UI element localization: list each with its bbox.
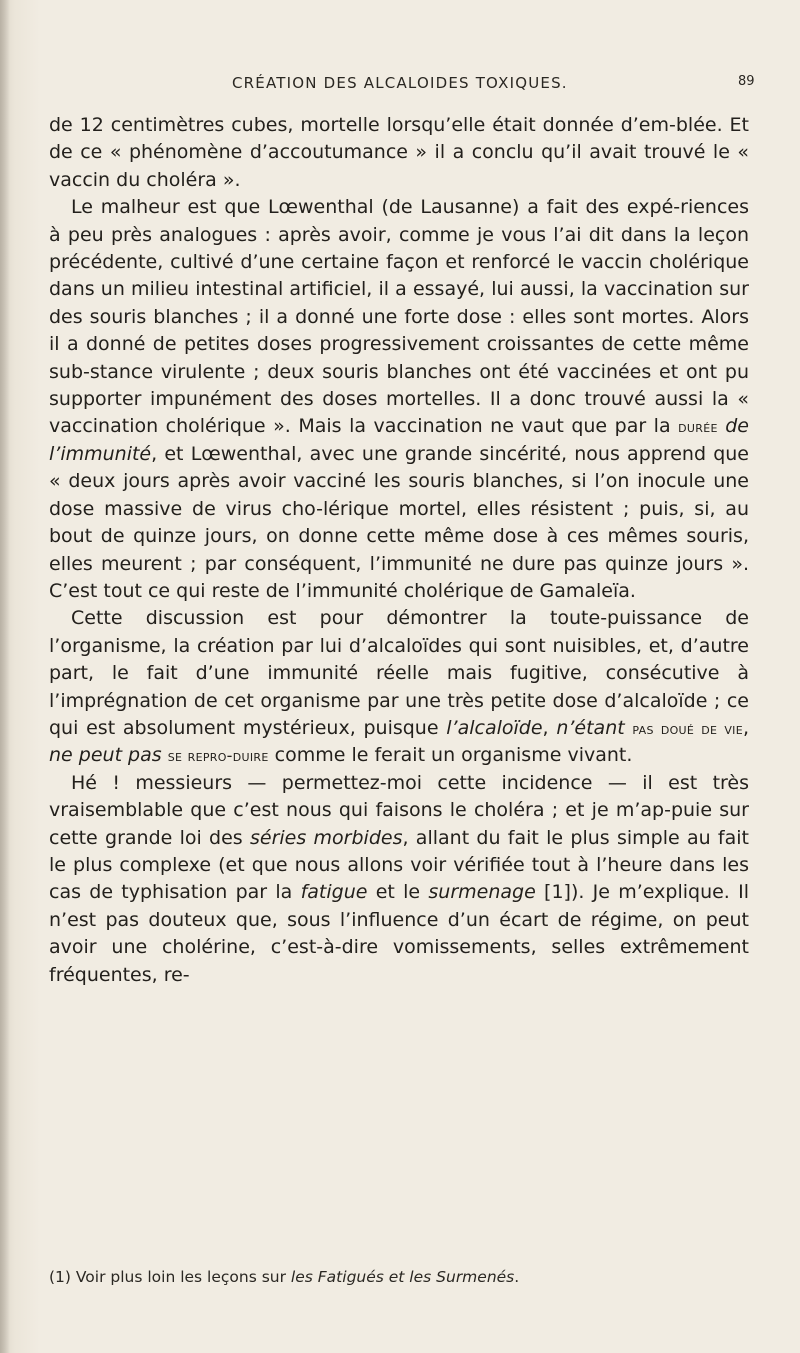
text-run: de 12 centimètres cubes, mortelle lorsqu’elle était donnée d’em-blée. Et de ce « phénomène d’accoutumance » il a conclu qu’il avait trouvé le « vaccin du choléra ». — [49, 114, 749, 191]
paragraph-1 — [49, 112, 749, 194]
italic-text: ne peut pas — [49, 744, 162, 767]
italic-text: surmenage — [428, 881, 536, 904]
italic-text: fatigue — [300, 881, 368, 904]
text-run: et le — [367, 881, 429, 904]
italic-text: les Fatigués et les Surmenés — [290, 1268, 515, 1286]
text-run: Cette discussion est pour démontrer la toute-puissance de l’organisme, la création par lui d’alcaloïdes qui sont nuisibles, et, d’autre part, le fait d’une immunité réelle mais fugitive, consécutive à l’imprégnation de cet organisme par une très petite dose d’alcaloïde ; ce qui est absolument mystérieux, puisque — [49, 607, 749, 739]
paragraph-4 — [49, 770, 749, 989]
body-text — [49, 112, 749, 989]
text-run: , allant du fait le plus simple au fait le plus complexe (et que nous allons voir vérifiée tout à l’heure dans les cas de typhisation par la — [49, 826, 749, 904]
running-title: CRÉATION DES ALCALOIDES TOXIQUES. — [232, 74, 568, 92]
text-run: comme le ferait un organisme vivant. — [268, 744, 633, 767]
text-run: [1]). Je m’explique. Il n’est pas douteux que, sous l’influence d’un écart de régime, on peut avoir une cholérine, c’est-à-dire vomissements, selles extrêmement fréquentes, re- — [49, 881, 750, 986]
text-run: Hé ! messieurs — permettez-moi cette incidence — il est très vraisemblable que c’est nous qui faisons le choléra ; et je m’ap-puie sur cette grande loi des — [49, 771, 749, 849]
text-run: , — [742, 716, 750, 739]
text-run: Le malheur est que Lœwenthal (de Lausanne) a fait des expé-riences à peu près analogues : après avoir, comme je vous l’ai dit dans la leçon précédente, cultivé d’une certaine façon et renforcé le vaccin cholérique dans un milieu intestinal artificiel, il a essayé, lui aussi, la vaccination sur des souris blanches ; il a donné une forte dose : elles sont mortes. Alors il a donné de petites doses progressivement croissantes de cette même sub-stance virulente ; deux souris blanches ont été vaccinées et ont pu supporter impunément des doses mortelles. Il a donc trouvé aussi la « vaccination cholérique ». Mais la vaccination ne vaut que par la — [49, 196, 749, 438]
italic-text: l’alcaloïde — [446, 716, 543, 739]
text-run: (1) Voir plus loin les leçons sur — [49, 1268, 291, 1286]
page-gutter-shadow — [0, 0, 10, 1353]
footnote — [49, 1268, 749, 1286]
italic-text: de l’immunité — [49, 415, 749, 465]
paragraph-3 — [49, 605, 749, 769]
small-caps-text: se repro-duire — [167, 746, 269, 766]
text-run: , et Lœwenthal, avec une grande sincérité, nous apprend que « deux jours après avoir vacciné les souris blanches, si l’on inocule une dose massive de virus cho-lérique mortel, elles résistent ; puis, si, au bout de quinze jours, on donne cette même dose à ces mêmes souris, elles meurent ; par conséquent, l’immunité ne dure pas quinze jours ». C’est tout ce qui reste de l’immunité cholérique de Gamaleïa. — [49, 442, 749, 602]
paragraph-2 — [49, 194, 749, 605]
italic-text: n’étant — [556, 716, 625, 739]
text-run: , — [542, 716, 557, 739]
page-number: 89 — [738, 74, 755, 89]
italic-text: séries morbides — [250, 826, 403, 849]
text-run: . — [514, 1268, 520, 1286]
small-caps-text: pas doué de vie — [632, 718, 743, 738]
small-caps-text: durée — [678, 417, 718, 437]
